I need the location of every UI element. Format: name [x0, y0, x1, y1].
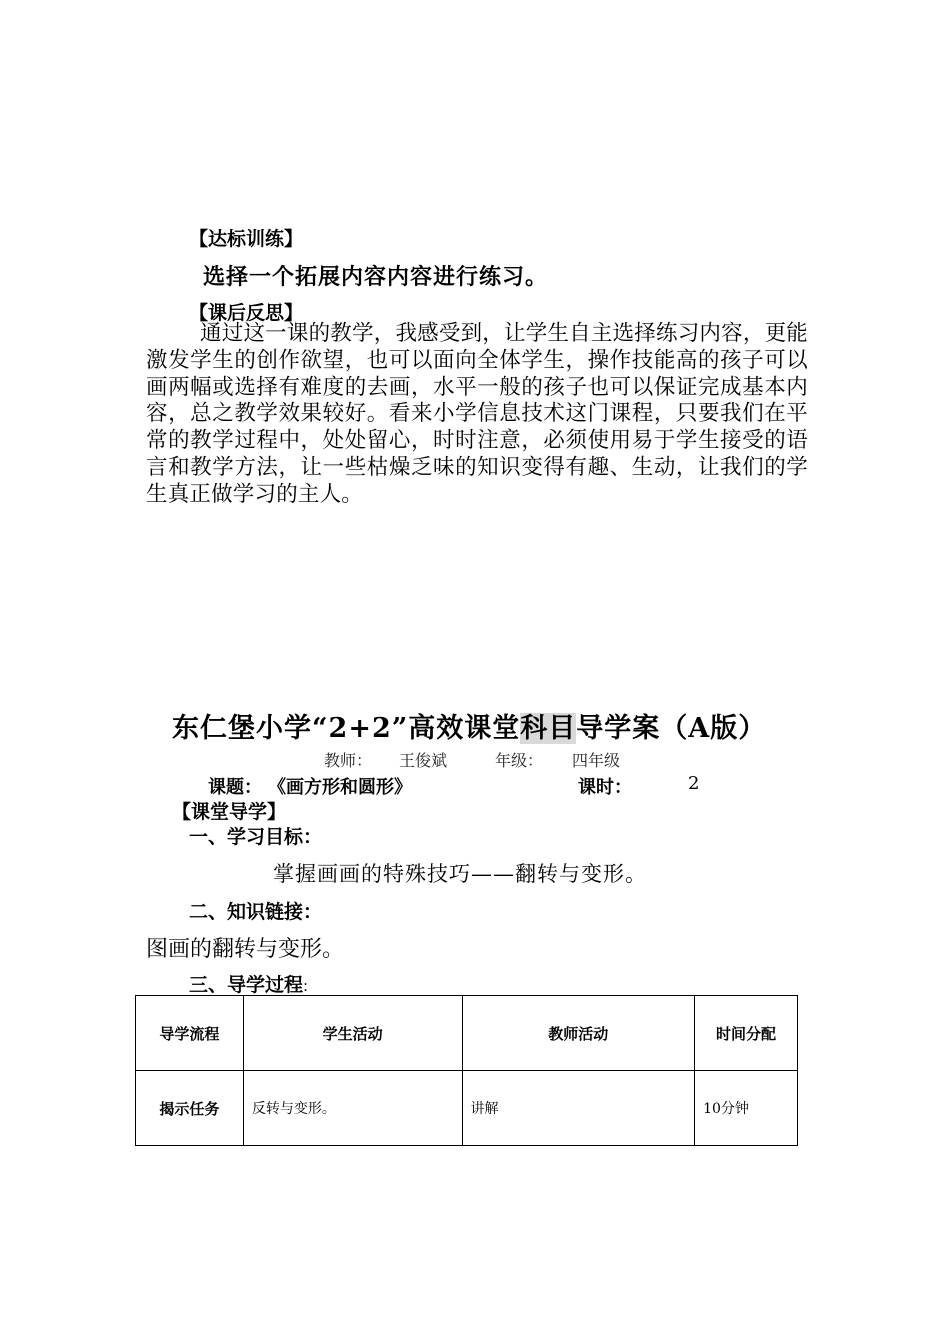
header-cell-time: 时间分配 [695, 996, 798, 1071]
header-cell-flow: 导学流程 [136, 996, 244, 1071]
train-body: 选择一个拓展内容内容进行练习。 [203, 264, 549, 290]
header-cell-student: 学生活动 [243, 996, 462, 1071]
cell-student: 反转与变形。 [243, 1071, 462, 1146]
grade-value: 四年级 [572, 751, 621, 770]
period-label: 课时： [578, 777, 632, 798]
cell-teacher: 讲解 [462, 1071, 695, 1146]
title-part-c: 导学案（A版） [576, 713, 767, 744]
header-cell-teacher: 教师活动 [462, 996, 695, 1071]
guide-heading: 【课堂导学】 [172, 801, 287, 823]
link-heading: 二、知识链接： [189, 901, 323, 923]
topic-value: 《画方形和圆形》 [268, 777, 412, 798]
process-heading-text: 三、导学过程 [189, 974, 304, 996]
process-heading-colon: : [303, 977, 309, 995]
process-table [135, 995, 798, 1146]
cell-flow: 揭示任务 [136, 1071, 244, 1146]
grade-label: 年级： [495, 751, 544, 770]
process-heading [189, 970, 308, 997]
topic-label: 课题： [208, 777, 262, 798]
table-row [136, 1071, 798, 1146]
reflect-text: 通过这一课的教学，我感受到，让学生自主选择练习内容，更能激发学生的创作欲望，也可以面向全体学生，操作技能高的孩子可以画两幅或选择有难度的去画，水平一般的孩子也可以保证完成基本内容，总之教学效果较好。看来小学信息技术这门课程，只要我们在平常的教学过程中，处处留心，时时注意，必须使用易于学生接受的语言和教学方法，让一些枯燥乏味的知识变得有趣、生动，让我们的学生真正做学习的主人。 [146, 321, 808, 507]
page-title [172, 706, 766, 745]
period-value: 2 [688, 773, 700, 794]
train-heading: 【达标训练】 [189, 228, 304, 250]
reflect-heading: 【课后反思】 [189, 302, 304, 324]
link-body: 图画的翻转与变形。 [146, 937, 345, 962]
goal-heading: 一、学习目标： [189, 826, 323, 848]
goal-body: 掌握画画的特殊技巧——翻转与变形。 [273, 862, 647, 886]
table-header-row [136, 996, 798, 1071]
teacher-label: 教师： [324, 751, 373, 770]
reflect-paragraph [146, 321, 808, 509]
title-part-subject: 科目 [520, 713, 577, 744]
cell-time: 10分钟 [695, 1071, 798, 1146]
title-part-a: 东仁堡小学“2+2”高效课堂 [172, 713, 521, 744]
teacher-name: 王俊斌 [399, 751, 448, 770]
